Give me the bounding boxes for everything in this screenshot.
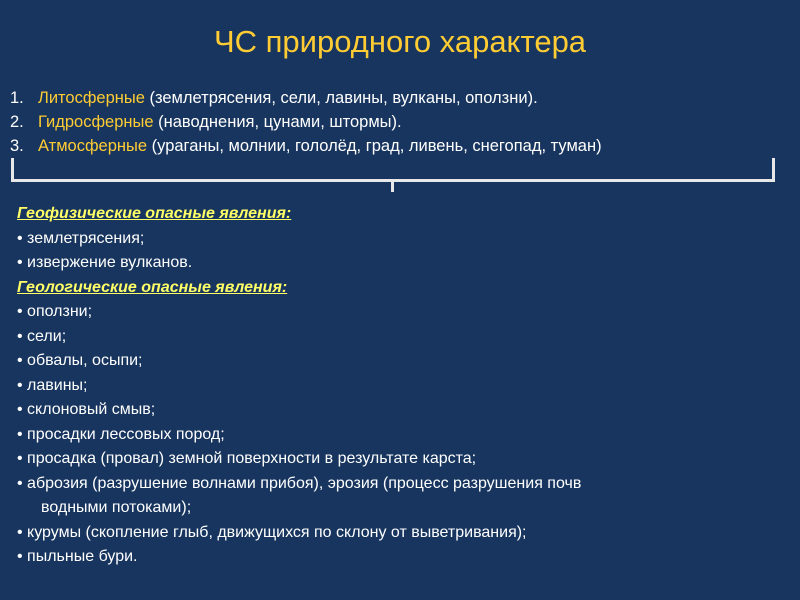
abrasion-line-1: • аброзия (разрушение волнами прибоя), эрозия (процесс разрушения почв: [17, 474, 582, 492]
list-number: 3.: [10, 137, 24, 155]
hazard-types-list: [10, 86, 602, 158]
list-item: [10, 134, 602, 158]
list-item: • просадка (провал) земной поверхности в результате карста;: [17, 450, 477, 467]
list-item: [10, 110, 602, 134]
list-item: • просадки лессовых пород;: [17, 425, 225, 443]
hazard-details: [17, 202, 787, 570]
abrasion-line-2: водными потоками);: [41, 499, 192, 516]
type-examples: (наводнения, цунами, штормы).: [153, 113, 402, 131]
list-item: • обвалы, осыпи;: [17, 352, 143, 369]
bracket-right-arm: [772, 158, 775, 182]
list-item: • оползни;: [17, 303, 93, 320]
grouping-bracket: [11, 158, 775, 192]
list-number: 1.: [10, 89, 24, 107]
list-item: • лавины;: [17, 376, 88, 394]
list-item: • землетрясения;: [17, 229, 145, 247]
list-item: • извержение вулканов.: [17, 254, 193, 271]
list-item-abrasion: [17, 472, 787, 521]
list-item: [10, 86, 602, 110]
geophysical-heading: Геофизические опасные явления:: [17, 205, 292, 222]
type-name: Гидросферные: [38, 113, 154, 131]
type-examples: (землетрясения, сели, лавины, вулканы, оползни).: [144, 89, 538, 107]
slide-title: ЧС природного характера: [213, 24, 587, 59]
list-number: 2.: [10, 113, 24, 131]
list-item: • склоновый смыв;: [17, 401, 156, 418]
type-name: Атмосферные: [38, 137, 148, 155]
list-item: • курумы (скопление глыб, движущихся по склону от выветривания);: [17, 523, 527, 541]
type-name: Литосферные: [38, 89, 145, 107]
list-item: • сели;: [17, 327, 67, 345]
type-examples: (ураганы, молнии, гололёд, град, ливень, снегопад, туман): [147, 137, 602, 155]
list-item: • пыльные бури.: [17, 548, 138, 565]
bracket-center-tick: [391, 179, 394, 192]
geological-heading: Геологические опасные явления:: [17, 278, 288, 296]
